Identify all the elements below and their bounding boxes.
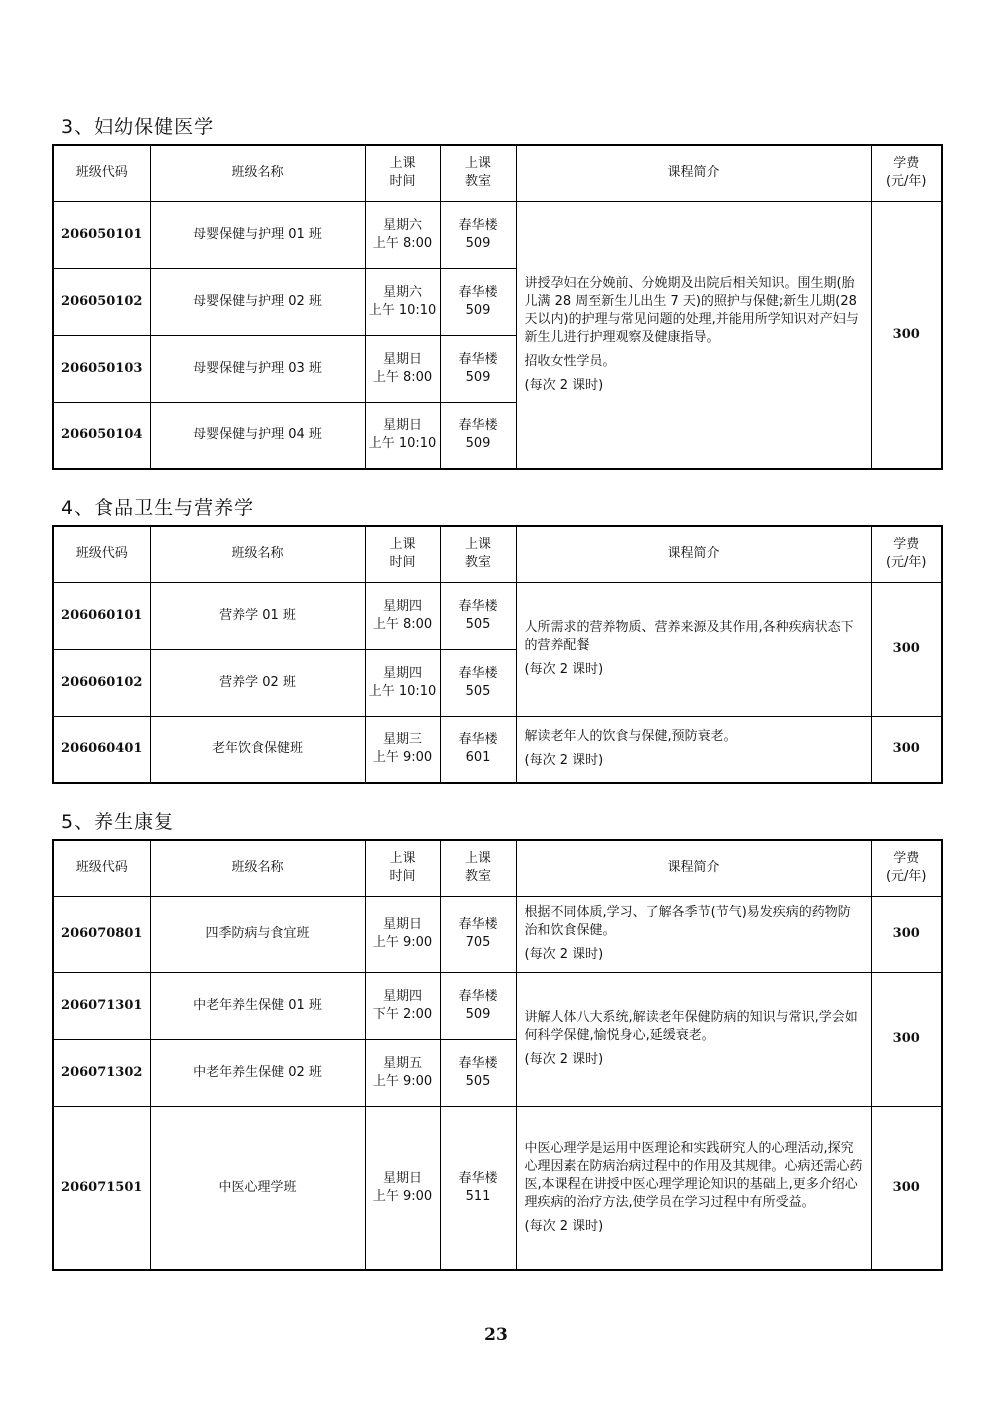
class-code: 206050101 <box>53 201 150 268</box>
header-fee: 学费 (元/年) <box>871 526 942 582</box>
class-time: 星期六 上午 10:10 <box>365 268 440 335</box>
header-time: 上课 时间 <box>365 145 440 201</box>
table-row <box>53 1106 942 1270</box>
header-name: 班级名称 <box>150 145 365 201</box>
course-description: 中医心理学是运用中医理论和实践研究人的心理活动,探究心理因素在防病治病过程中的作用及其规律。心病还需心药医,本课程在讲授中医心理学理论知识的基础上,更多介绍心理疾病的治疗方法,使学员在学习过程中有所受益。 (每次 2 课时) <box>516 1106 871 1270</box>
class-code: 206050103 <box>53 335 150 402</box>
course-description: 讲授孕妇在分娩前、分娩期及出院后相关知识。围生期(胎儿满 28 周至新生儿出生 7 天)的照护与保健;新生儿期(28 天以内)的护理与常见问题的处理,并能用所学知识对产妇与新生儿进行护理观察及健康指导。 招收女性学员。 (每次 2 课时) <box>516 201 871 469</box>
class-time: 星期四 下午 2:00 <box>365 972 440 1039</box>
header-name: 班级名称 <box>150 526 365 582</box>
header-fee: 学费 (元/年) <box>871 840 942 896</box>
section-title: 5、养生康复 <box>61 811 175 833</box>
class-time: 星期四 上午 10:10 <box>365 649 440 716</box>
table-row <box>53 582 942 649</box>
tuition-fee: 300 <box>871 972 942 1106</box>
class-time: 星期五 上午 9:00 <box>365 1039 440 1106</box>
class-time: 星期三 上午 9:00 <box>365 716 440 783</box>
class-room: 春华楼 505 <box>440 649 516 716</box>
course-description: 人所需求的营养物质、营养来源及其作用,各种疾病状态下的营养配餐 (每次 2 课时) <box>516 582 871 716</box>
class-room: 春华楼 509 <box>440 972 516 1039</box>
header-intro: 课程简介 <box>516 526 871 582</box>
class-room: 春华楼 509 <box>440 335 516 402</box>
header-code: 班级代码 <box>53 145 150 201</box>
course-description: 讲解人体八大系统,解读老年保健防病的知识与常识,学会如何科学保健,愉悦身心,延缓衰老。 (每次 2 课时) <box>516 972 871 1106</box>
table-header-row <box>53 145 942 201</box>
section-title: 4、食品卫生与营养学 <box>61 497 255 519</box>
class-name: 中老年养生保健 02 班 <box>150 1039 365 1106</box>
class-room: 春华楼 505 <box>440 582 516 649</box>
table-row <box>53 896 942 972</box>
class-name: 母婴保健与护理 03 班 <box>150 335 365 402</box>
class-time: 星期四 上午 8:00 <box>365 582 440 649</box>
page-number: 23 <box>484 1325 508 1345</box>
header-room: 上课 教室 <box>440 840 516 896</box>
class-name: 母婴保健与护理 02 班 <box>150 268 365 335</box>
tuition-fee: 300 <box>871 896 942 972</box>
table-row <box>53 972 942 1039</box>
course-table <box>52 144 943 470</box>
header-name: 班级名称 <box>150 840 365 896</box>
class-room: 春华楼 505 <box>440 1039 516 1106</box>
table-header-row <box>53 526 942 582</box>
table-header-row <box>53 840 942 896</box>
header-intro: 课程简介 <box>516 145 871 201</box>
class-name: 母婴保健与护理 04 班 <box>150 402 365 469</box>
class-code: 206070801 <box>53 896 150 972</box>
tuition-fee: 300 <box>871 201 942 469</box>
class-room: 春华楼 509 <box>440 268 516 335</box>
class-code: 206050104 <box>53 402 150 469</box>
class-room: 春华楼 511 <box>440 1106 516 1270</box>
header-fee: 学费 (元/年) <box>871 145 942 201</box>
header-room: 上课 教室 <box>440 526 516 582</box>
course-description: 根据不同体质,学习、了解各季节(节气)易发疾病的药物防治和饮食保健。 (每次 2 课时) <box>516 896 871 972</box>
class-time: 星期日 上午 9:00 <box>365 896 440 972</box>
class-time: 星期日 上午 10:10 <box>365 402 440 469</box>
class-time: 星期六 上午 8:00 <box>365 201 440 268</box>
class-code: 206060401 <box>53 716 150 783</box>
class-code: 206050102 <box>53 268 150 335</box>
course-description: 解读老年人的饮食与保健,预防衰老。 (每次 2 课时) <box>516 716 871 783</box>
course-table <box>52 839 943 1271</box>
class-name: 营养学 01 班 <box>150 582 365 649</box>
tuition-fee: 300 <box>871 1106 942 1270</box>
course-table <box>52 525 943 784</box>
class-name: 中老年养生保健 01 班 <box>150 972 365 1039</box>
section-title: 3、妇幼保健医学 <box>61 116 215 138</box>
class-code: 206071501 <box>53 1106 150 1270</box>
class-code: 206071301 <box>53 972 150 1039</box>
tuition-fee: 300 <box>871 582 942 716</box>
header-intro: 课程简介 <box>516 840 871 896</box>
class-time: 星期日 上午 8:00 <box>365 335 440 402</box>
class-name: 母婴保健与护理 01 班 <box>150 201 365 268</box>
class-room: 春华楼 705 <box>440 896 516 972</box>
class-name: 四季防病与食宜班 <box>150 896 365 972</box>
header-room: 上课 教室 <box>440 145 516 201</box>
class-code: 206060102 <box>53 649 150 716</box>
header-code: 班级代码 <box>53 840 150 896</box>
class-code: 206071302 <box>53 1039 150 1106</box>
class-room: 春华楼 509 <box>440 402 516 469</box>
class-name: 中医心理学班 <box>150 1106 365 1270</box>
header-time: 上课 时间 <box>365 526 440 582</box>
class-name: 老年饮食保健班 <box>150 716 365 783</box>
class-time: 星期日 上午 9:00 <box>365 1106 440 1270</box>
header-time: 上课 时间 <box>365 840 440 896</box>
class-room: 春华楼 509 <box>440 201 516 268</box>
class-code: 206060101 <box>53 582 150 649</box>
header-code: 班级代码 <box>53 526 150 582</box>
class-room: 春华楼 601 <box>440 716 516 783</box>
table-row <box>53 716 942 783</box>
class-name: 营养学 02 班 <box>150 649 365 716</box>
table-row <box>53 201 942 268</box>
tuition-fee: 300 <box>871 716 942 783</box>
